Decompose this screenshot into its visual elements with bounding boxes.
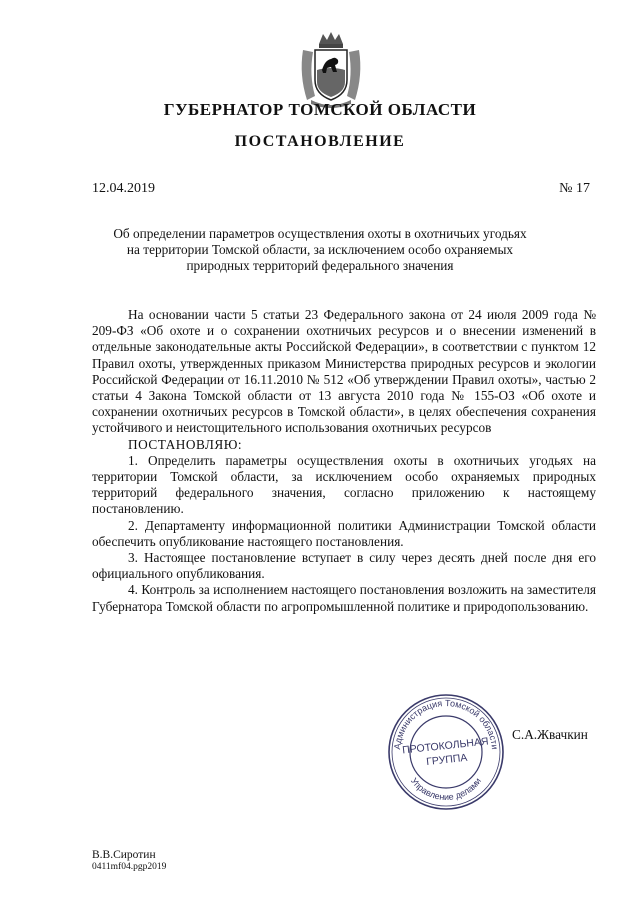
author-name: В.В.Сиротин — [92, 849, 156, 861]
svg-text:Управление делами — [409, 776, 483, 802]
document-type: ПОСТАНОВЛЕНИЕ — [234, 133, 406, 150]
issuer-title: ГУБЕРНАТОР ТОМСКОЙ ОБЛАСТИ — [163, 100, 477, 119]
stamp-ring-top: Администрация Томской области — [392, 697, 500, 750]
document-date: 12.04.2019 — [92, 181, 155, 196]
tomsk-coat-of-arms-icon — [297, 30, 365, 110]
resolution-item: 2. Департаменту информационной политики Администрации Томской области обеспечить опубликование настоящего постановления. — [92, 517, 596, 549]
official-stamp — [386, 692, 506, 812]
resolution-item: 1. Определить параметры осуществления охоты в охотничьих угодьях на территории Томской области, за исключением особо охраняемых природных территорий федерального значения, согласно приложению к настоящему постановлению. — [92, 452, 596, 517]
stamp-center-line2: ГРУППА — [425, 751, 468, 769]
resolution-keyword: ПОСТАНОВЛЯЮ: — [128, 436, 243, 452]
stamp-ring-bottom: Управление делами — [408, 775, 484, 803]
document-body — [92, 307, 596, 615]
stamp-center-line1: ПРОТОКОЛЬНАЯ — [401, 735, 490, 757]
subject-line: Об определении параметров осуществления охоты в охотничьих угодьях — [113, 226, 527, 241]
document-code: 0411mf04.pgp2019 — [92, 862, 167, 872]
signer-name: С.А.Жвачкин — [512, 727, 588, 742]
subject-line: на территории Томской области, за исключением особо охраняемых — [126, 242, 514, 257]
document-subject — [100, 226, 540, 274]
preamble-paragraph: На основании части 5 статьи 23 Федерального закона от 24 июля 2009 года № 209-ФЗ «Об охоте и о сохранении охотничьих ресурсов и о внесении изменений в отдельные законодательные акты Российской Федерации», в соответствии с пунктом 12 Правил охоты, утвержденных приказом Министерства природных ресурсов и экологии Российской Федерации от 16.11.2010 № 512 «Об утверждении Правил охоты», частью 2 статьи 4 Закона Томской области от 13 августа 2010 года № 155-ОЗ «Об охоте и сохранении охотничьих ресурсов в Томской области», в целях обеспечения сохранения устойчивого и неистощительного использования охотничьих ресурсов — [92, 307, 596, 436]
subject-line: природных территорий федерального значения — [186, 258, 454, 273]
document-number: № 17 — [559, 181, 590, 196]
resolution-item: 3. Настоящее постановление вступает в силу через десять дней после дня его официального опубликования. — [92, 550, 596, 582]
resolution-item: 4. Контроль за исполнением настоящего постановления возложить на заместителя Губернатора Томской области по агропромышленной политике и природопользованию. — [92, 582, 596, 614]
